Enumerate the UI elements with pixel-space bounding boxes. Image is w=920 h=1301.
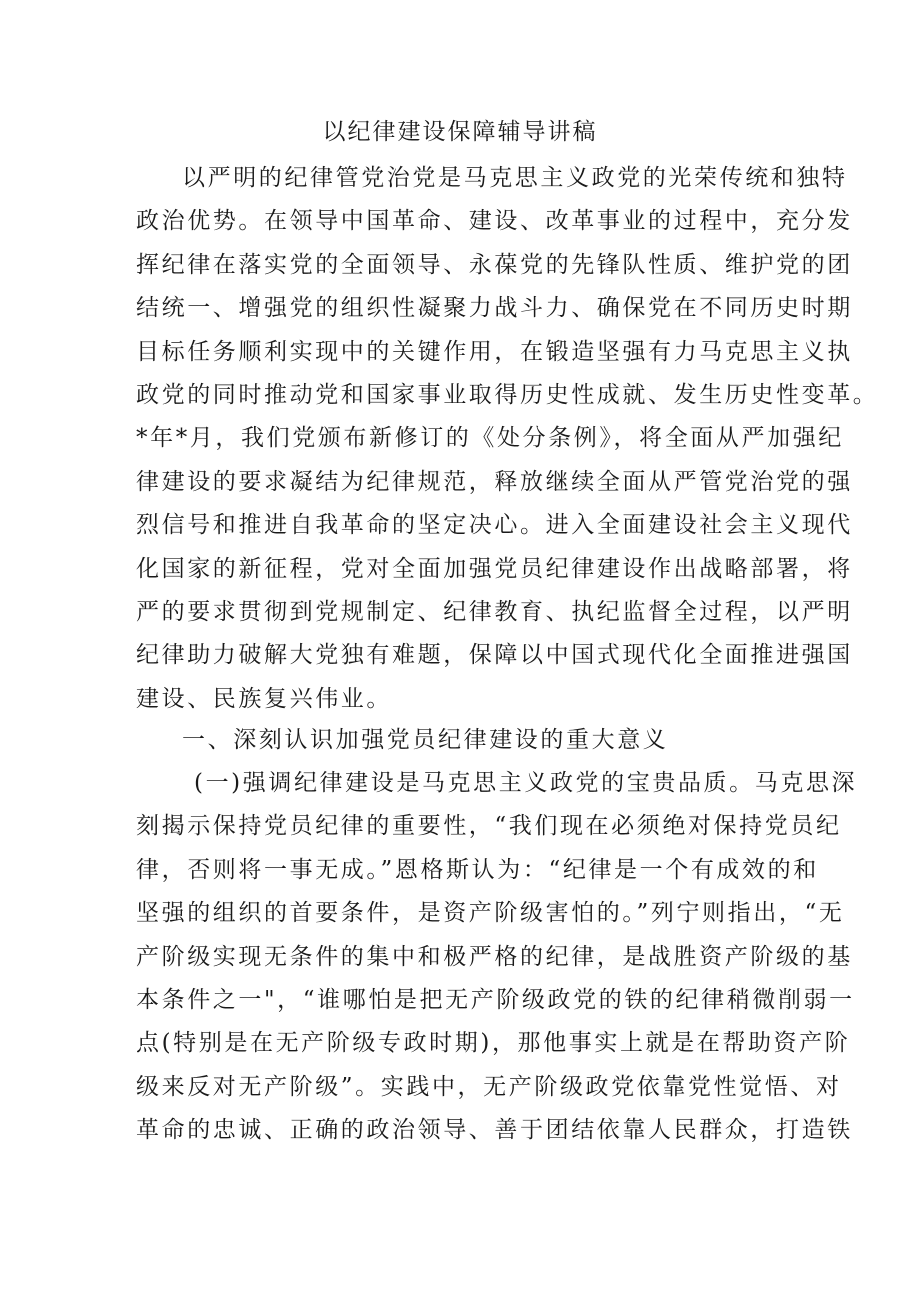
section-heading-1 (136, 719, 796, 762)
paragraph-line: 律建设的要求凝结为纪律规范，释放继续全面从严管党治党的强 (136, 468, 853, 495)
paragraph-line: 化国家的新征程，党对全面加强党员纪律建设作出战略部署，将 (136, 555, 853, 582)
paragraph-line: 目标任务顺利实现中的关键作用，在锻造坚强有力马克思主义执 (136, 338, 853, 365)
document-title: 以纪律建设保障辅导讲稿 (322, 119, 598, 145)
paragraph-line: 纪律助力破解大党独有难题，保障以中国式现代化全面推进强国 (136, 642, 853, 669)
paragraph-line: 政党的同时推动党和国家事业取得历史性成就、发生历史性变革。 (136, 381, 879, 408)
paragraph-line: 刻揭示保持党员纪律的重要性，“我们现在必须绝对保持党员纪 (136, 813, 842, 840)
paragraph-line: 建设、民族复兴伟业。 (136, 685, 392, 712)
paragraph-2 (136, 762, 858, 1153)
paragraph-line: 挥纪律在落实党的全面领导、永葆党的先锋队性质、维护党的团 (136, 251, 853, 278)
paragraph-line: 级来反对无产阶级”。实践中，无产阶级政党依靠党性觉悟、对 (136, 1073, 842, 1100)
paragraph-line: 律，否则将一事无成。”恩格斯认为：“纪律是一个有成效的和 (136, 856, 819, 883)
paragraph-line: 革命的忠诚、正确的政治领导、善于团结依靠人民群众，打造铁 (136, 1117, 853, 1144)
section-heading-text: 一、深刻认识加强党员纪律建设的重大意义 (182, 727, 669, 753)
paragraph-line: 以严明的纪律管党治党是马克思主义政党的光荣传统和独特 (182, 165, 848, 191)
paragraph-line: (一)强调纪律建设是马克思主义政党的宝贵品质。马克思深 (194, 770, 858, 796)
paragraph-line: 烈信号和推进自我革命的坚定决心。进入全面建设社会主义现代 (136, 512, 853, 539)
paragraph-line: 点(特别是在无产阶级专政时期)，那他事实上就是在帮助资产阶 (136, 1030, 851, 1057)
paragraph-line: 本条件之一"，“谁哪怕是把无产阶级政党的铁的纪律稍微削弱一 (136, 986, 855, 1013)
paragraph-line: 坚强的组织的首要条件，是资产阶级害怕的。”列宁则指出，“无 (136, 900, 845, 927)
paragraph-line: 政治优势。在领导中国革命、建设、改革事业的过程中，充分发 (136, 208, 853, 235)
paragraph-line: 严的要求贯彻到党规制定、纪律教育、执纪监督全过程，以严明 (136, 598, 853, 625)
paragraph-1 (136, 157, 879, 721)
paragraph-line: *年*月，我们党颁布新修订的《处分条例》，将全面从严加强纪 (136, 425, 844, 452)
paragraph-line: 结统一、增强党的组织性凝聚力战斗力、确保党在不同历史时期 (136, 295, 853, 322)
paragraph-line: 产阶级实现无条件的集中和极严格的纪律，是战胜资产阶级的基 (136, 943, 853, 970)
